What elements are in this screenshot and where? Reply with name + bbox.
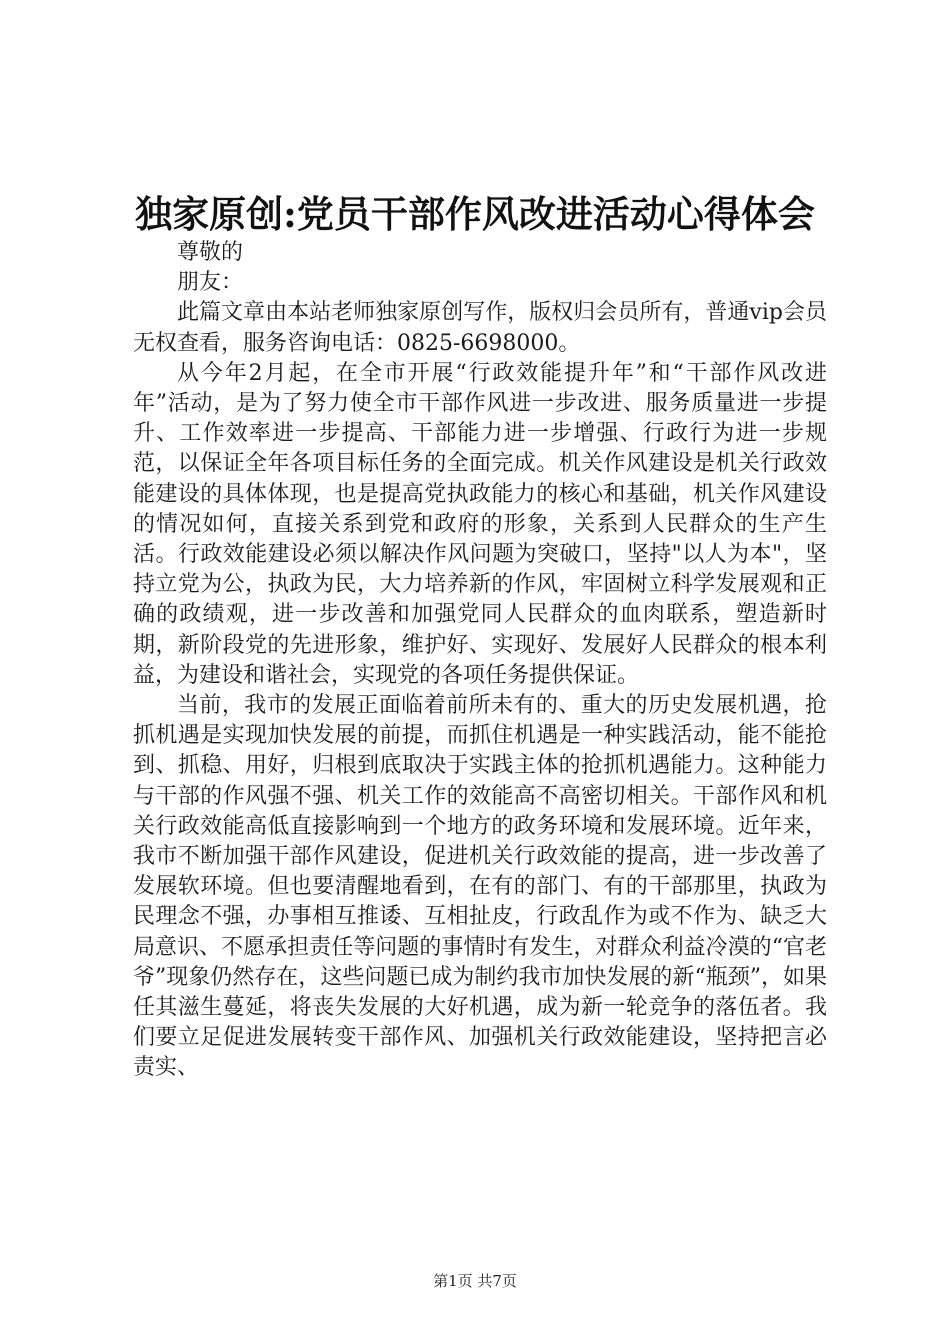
page-number-footer: 第1页 共7页	[433, 1272, 517, 1290]
salutation-line-2: 朋友：	[177, 270, 244, 296]
document-body	[133, 238, 827, 1084]
paragraph: 此篇文章由本站老师独家原创写作，版权归会员所有，普通vip会员无权查看，服务咨询电话：0825-6698000。	[133, 300, 827, 356]
paragraph: 从今年2月起，在全市开展“行政效能提升年”和“干部作风改进年”活动，是为了努力使全市干部作风进一步改进、服务质量进一步提升、工作效率进一步提高、干部能力进一步增强、行政行为进一步规范，以保证全年各项目标任务的全面完成。机关作风建设是机关行政效能建设的具体体现，也是提高党执政能力的核心和基础，机关作风建设的情况如何，直接关系到党和政府的形象，关系到人民群众的生产生活。行政效能建设必须以解决作风问题为突破口，坚持"以人为本"，坚持立党为公，执政为民，大力培养新的作风，牢固树立科学发展观和正确的政绩观，进一步改善和加强党同人民群众的血肉联系，塑造新时期，新阶段党的先进形象，维护好、实现好、发展好人民群众的根本利益，为建设和谐社会，实现党的各项任务提供保证。	[133, 360, 827, 688]
salutation-line-1: 尊敬的	[177, 240, 244, 265]
document-title: 独家原创:党员干部作风改进活动心得体会	[135, 192, 815, 236]
paragraph: 当前，我市的发展正面临着前所未有的、重大的历史发展机遇，抢抓机遇是实现加快发展的前提，而抓住机遇是一种实践活动，能不能抢到、抓稳、用好，归根到底取决于实践主体的抢抓机遇能力。这种能力与干部的作风强不强、机关工作的效能高不高密切相关。干部作风和机关行政效能高低直接影响到一个地方的政务环境和发展环境。近年来，我市不断加强干部作风建设，促进机关行政效能的提高，进一步改善了发展软环境。但也要清醒地看到，在有的部门、有的干部那里，执政为民理念不强，办事相互推诿、互相扯皮，行政乱作为或不作为、缺乏大局意识、不愿承担责任等问题的事情时有发生，对群众利益冷漠的“官老爷”现象仍然存在，这些问题已成为制约我市加快发展的新“瓶颈”，如果任其滋生蔓延，将丧失发展的大好机遇，成为新一轮竞争的落伍者。我们要立足促进发展转变干部作风、加强机关行政效能建设，坚持把言必责实、	[133, 693, 827, 1081]
